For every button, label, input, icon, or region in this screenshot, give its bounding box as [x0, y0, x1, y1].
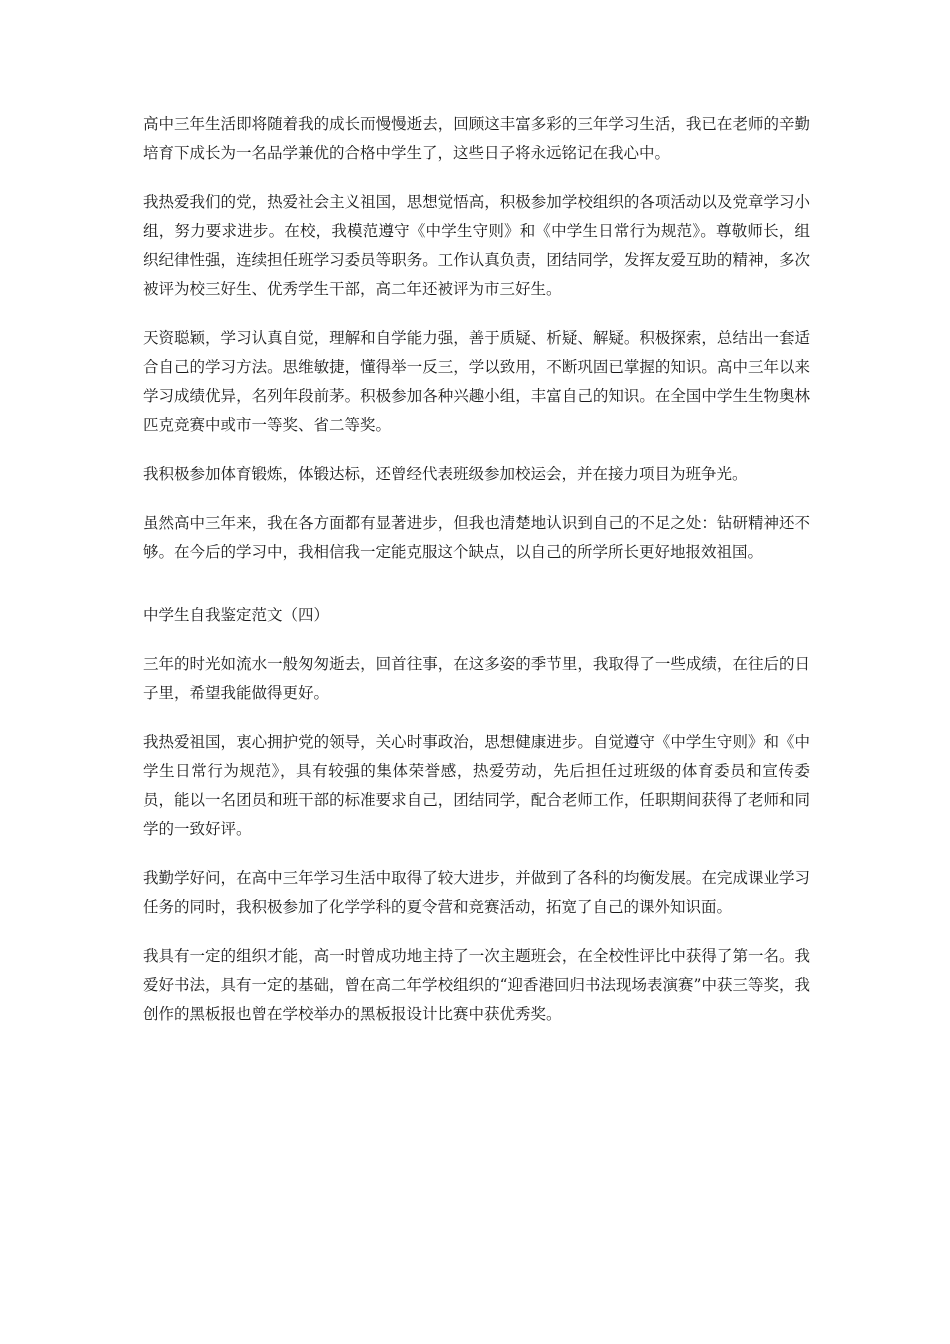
- paragraph: 三年的时光如流水一般匆匆逝去，回首往事，在这多姿的季节里，我取得了一些成绩，在往后的日子里，希望我能做得更好。: [143, 655, 810, 702]
- document-body: [143, 110, 810, 1049]
- paragraph: 我热爱祖国，衷心拥护党的领导，关心时事政治，思想健康进步。自觉遵守《中学生守则》和《中学生日常行为规范》，具有较强的集体荣誉感，热爱劳动，先后担任过班级的体育委员和宣传委员，能以一名团员和班干部的标准要求自己，团结同学，配合老师工作，任职期间获得了老师和同学的一致好评。: [143, 733, 810, 838]
- paragraph: 虽然高中三年来，我在各方面都有显著进步，但我也清楚地认识到自己的不足之处：钻研精神还不够。在今后的学习中，我相信我一定能克服这个缺点，以自己的所学所长更好地报效祖国。: [143, 514, 810, 561]
- paragraph: 我具有一定的组织才能，高一时曾成功地主持了一次主题班会，在全校性评比中获得了第一名。我爱好书法，具有一定的基础，曾在高二年学校组织的“迎香港回归书法现场表演赛”中获三等奖，我创作的黑板报也曾在学校举办的黑板报设计比赛中获优秀奖。: [143, 947, 810, 1023]
- paragraph: 我热爱我们的党，热爱社会主义祖国，思想觉悟高，积极参加学校组织的各项活动以及党章学习小组，努力要求进步。在校，我模范遵守《中学生守则》和《中学生日常行为规范》。尊敬师长，组织纪律性强，连续担任班学习委员等职务。工作认真负责，团结同学，发挥友爱互助的精神，多次被评为校三好生、优秀学生干部，高二年还被评为市三好生。: [143, 193, 810, 298]
- paragraph: 我勤学好问，在高中三年学习生活中取得了较大进步，并做到了各科的均衡发展。在完成课业学习任务的同时，我积极参加了化学学科的夏令营和竞赛活动，拓宽了自己的课外知识面。: [143, 869, 810, 916]
- paragraph: 天资聪颖，学习认真自觉，理解和自学能力强，善于质疑、析疑、解疑。积极探索，总结出一套适合自己的学习方法。思维敏捷，懂得举一反三，学以致用，不断巩固已掌握的知识。高中三年以来学习成绩优异，名列年段前茅。积极参加各种兴趣小组，丰富自己的知识。在全国中学生生物奥林匹克竞赛中或市一等奖、省二等奖。: [143, 329, 810, 434]
- section-heading: 中学生自我鉴定范文（四）: [143, 606, 330, 624]
- paragraph: 高中三年生活即将随着我的成长而慢慢逝去，回顾这丰富多彩的三年学习生活，我已在老师的辛勤培育下成长为一名品学兼优的合格中学生了，这些日子将永远铭记在我心中。: [143, 115, 810, 162]
- paragraph: 我积极参加体育锻炼，体锻达标，还曾经代表班级参加校运会，并在接力项目为班争光。: [143, 465, 748, 483]
